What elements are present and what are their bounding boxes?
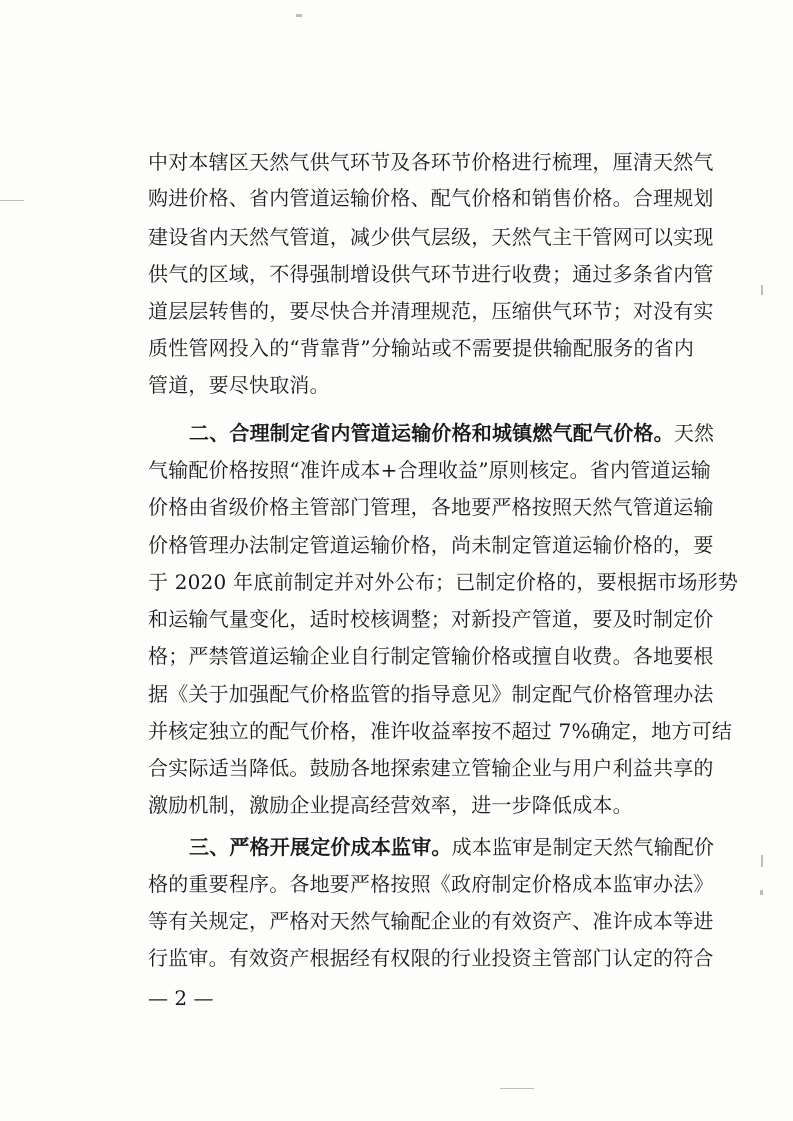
scan-mark-left	[0, 200, 24, 201]
page-number: — 2 —	[148, 986, 214, 1010]
body-text-line: 等有关规定，严格对天然气输配企业的有效资产、准许成本等进	[148, 909, 714, 933]
body-text-line: 购进价格、省内管道运输价格、配气价格和销售价格。合理规划	[148, 186, 714, 210]
body-text-line: 据《关于加强配气价格监管的指导意见》制定配气价格管理办法	[148, 682, 714, 706]
body-text-line: 价格管理办法制定管道运输价格，尚未制定管道运输价格的，要	[148, 533, 714, 557]
body-text-line: 中对本辖区天然气供气环节及各环节价格进行梳理，厘清天然气	[148, 150, 714, 174]
section-2-heading-line: 二、合理制定省内管道运输价格和城镇燃气配气价格。天然	[189, 421, 715, 445]
body-text-line: 管道，要尽快取消。	[148, 373, 330, 397]
body-text-line: 于 2020 年底前制定并对外公布；已制定价格的，要根据市场形势	[148, 570, 739, 594]
scan-mark-right-2	[761, 855, 763, 867]
body-text-line: 气输配价格按照“准许成本+合理收益”原则核定。省内管道运输	[148, 458, 712, 482]
body-text-line: 供气的区域，不得强制增设供气环节进行收费；通过多条省内管	[148, 262, 714, 286]
body-text-line: 价格由省级价格主管部门管理，各地要严格按照天然气管道运输	[148, 495, 714, 519]
body-text-line: 和运输气量变化，适时校核调整；对新投产管道，要及时制定价	[148, 607, 714, 631]
body-text-line: 并核定独立的配气价格，准许收益率按不超过 7%确定，地方可结	[148, 719, 733, 743]
body-text-line: 质性管网投入的“背靠背”分输站或不需要提供输配服务的省内	[148, 336, 695, 360]
body-text-line: 建设省内天然气管道，减少供气层级，天然气主干管网可以实现	[148, 225, 714, 249]
scan-mark-top	[296, 14, 302, 17]
section-heading: 三、严格开展定价成本监审。	[189, 835, 452, 859]
section-heading: 二、合理制定省内管道运输价格和城镇燃气配气价格。	[189, 421, 674, 445]
body-text-line: 格的重要程序。各地要严格按照《政府制定价格成本监审办法》	[148, 872, 714, 896]
body-text-line: 道层层转售的，要尽快合并清理规范，压缩供气环节；对没有实	[148, 299, 714, 323]
body-text-line: 合实际适当降低。鼓励各地探索建立管输企业与用户利益共享的	[148, 756, 714, 780]
scan-mark-bottom	[500, 1088, 534, 1089]
body-text-line: 格；严禁管道运输企业自行制定管输价格或擅自收费。各地要根	[148, 644, 714, 668]
body-text-line: 行监审。有效资产根据经有权限的行业投资主管部门认定的符合	[148, 946, 714, 970]
scan-mark-right-1	[761, 285, 763, 295]
scan-mark-right-3	[760, 890, 763, 895]
body-text-line: 激励机制，激励企业提高经营效率，进一步降低成本。	[148, 793, 633, 817]
section-3-heading-line: 三、严格开展定价成本监审。成本监审是制定天然气输配价	[189, 835, 715, 859]
